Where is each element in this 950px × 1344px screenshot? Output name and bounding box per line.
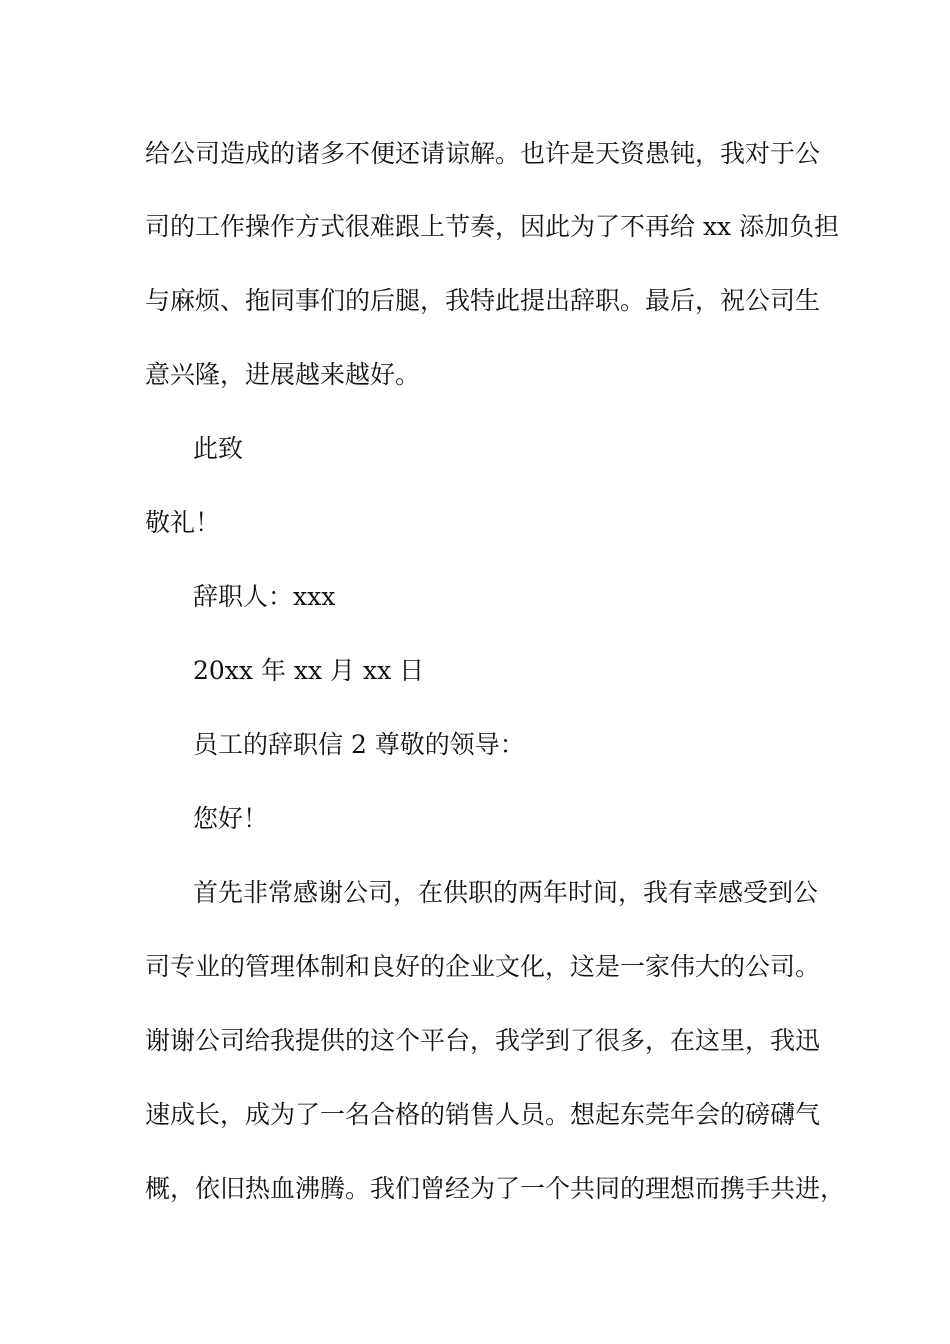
body-line-1: 给公司造成的诸多不便还请谅解。也许是天资愚钝，我对于公 [145, 139, 821, 168]
body-line-4: 意兴隆，进展越来越好。 [145, 360, 421, 389]
section-heading: 员工的辞职信 2 尊敬的领导： [193, 730, 525, 759]
body-line-6: 司专业的管理体制和良好的企业文化，这是一家伟大的公司。 [145, 952, 821, 981]
signature-line: 辞职人：xxx [193, 582, 336, 611]
body-line-9: 概，依旧热血沸腾。我们曾经为了一个共同的理想而携手共进， [145, 1174, 846, 1203]
date-line: 20xx 年 xx 月 xx 日 [193, 656, 425, 685]
body-line-5: 首先非常感谢公司，在供职的两年时间，我有幸感受到公 [193, 878, 819, 907]
closing-salutation: 此致 [193, 434, 244, 463]
greeting-line: 您好！ [193, 804, 269, 833]
closing-regards: 敬礼！ [145, 508, 221, 537]
body-line-8: 速成长，成为了一名合格的销售人员。想起东莞年会的磅礴气 [145, 1100, 821, 1129]
body-line-3: 与麻烦、拖同事们的后腿，我特此提出辞职。最后，祝公司生 [145, 286, 821, 315]
body-line-7: 谢谢公司给我提供的这个平台，我学到了很多，在这里，我迅 [145, 1026, 821, 1055]
body-line-2: 司的工作操作方式很难跟上节奏，因此为了不再给 xx 添加负担 [145, 212, 840, 241]
